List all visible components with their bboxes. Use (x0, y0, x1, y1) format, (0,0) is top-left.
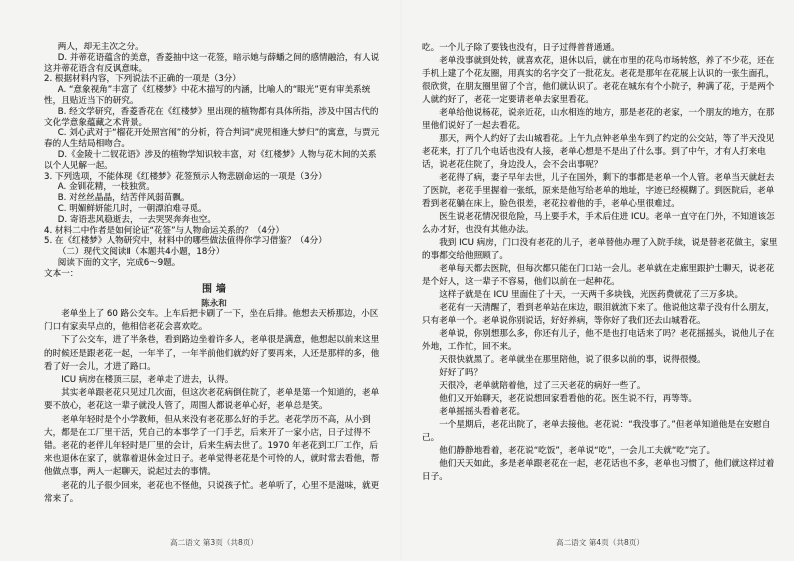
story-paragraph: 天很快就黑了。老单就坐在那里陪他，说了很多以前的事，说得很慢。 (439, 355, 706, 365)
story-text-left (44, 308, 384, 532)
story-paragraph: 老单给他说杨花，说亲近花，山水相连的地方，那是老花的老家，一个朋友的地方，在那里他们说好了一起去看花。 (422, 108, 775, 131)
reading-instruction: 阅读下面的文字，完成6～9题。 (57, 257, 181, 268)
option-b: B. 经文学研究，香菱香花在《红楼梦》里出现的植物都有具体所指，涉及中国古代的文化学意象蕴藏之术背景。 (44, 106, 379, 128)
story-paragraph: 这样子就是在 ICU 里面住了十天，一天两千多块钱，光医药费就花了三万多块。 (439, 290, 744, 300)
question-5: 5. 在《红楼梦》人物研究中，材料中的哪些做法值得你学习借鉴？（4分） (44, 236, 327, 247)
story-paragraph: 老单每天都去医院，但每次都只能在门口站一会儿。老单就在走廊里跟护士聊天，说老花是个好人，这一辈子不容易，他们以前在一起种花。 (422, 264, 775, 287)
story-title: 围 墙 (201, 284, 227, 295)
story-paragraph: 那天，两个人约好了去山城看花。上午九点钟老单坐车到了约定的公交站，等了半天没见老花来，打了几个电话也没有人接，老单心想是不是出了什么事。到了中午，才有人打来电话，说老花住院了，身边没人，会不会出事呢？ (422, 134, 775, 170)
story-paragraph: 他们静静地看着，老花说“吃饭”，老单说“吃”，一会儿工夫就“吃”完了。 (439, 446, 716, 456)
option-d: D. 寄语悲风稳逝去，一去哭哭奔奔也空。 (57, 214, 216, 225)
question-4: 4. 材料二中作者是如何论证“花签”与人物命运关系的？（4分） (44, 225, 285, 236)
story-heading (44, 280, 384, 309)
story-paragraph: 老单年轻时是个小学教师，但从来没有老花那么好的手艺。老花学历不高，从小到大，都是在工厂里干活，凭自己的本事学了一门手艺，后来开了一家小店，日子过得不错。老花的老伴儿年轻时是厂里的会计，后来生病去世了。1970 年老花到工厂工作，后来也退休在家了，就靠着退休金过日子。老单觉得老花是个可怜的人，就时常去看他，帮他做点事，两人一起聊天，说起过去的事情。 (44, 414, 380, 478)
question-2: 2. 根据材料内容，下列说法不正确的一项是（3分） (44, 74, 241, 85)
option-c: C. 刘心武对于“榴花开处照宫闱”的分析，符合判词“虎兕相逢大梦归”的寓意，与贾元春的人生结局相吻合。 (44, 128, 380, 150)
option-a: A. “意象视角”丰富了《红楼梦》中花木描写的内涵，比喻人的“眼光”更有审美系统性，且贴近当下的研究。 (44, 85, 371, 106)
story-paragraph: 天很冷，老单就陪着他，过了三天老花的病好一些了。 (439, 381, 646, 391)
story-paragraph: 老花有一天清醒了，看到老单站在床边，眼泪就流下来了。他说他这辈子没有什么朋友，只有老单一个。老单说你别说话，好好养病，等你好了我们还去山城看花。 (422, 303, 775, 326)
story-paragraph: 好好了吗？ (439, 368, 483, 378)
text-label: 文本一： (44, 268, 79, 279)
story-text-right (422, 42, 778, 532)
option-b: B. 对丝丝晶晶，结苦伴风弱苗飘。 (57, 193, 190, 204)
option-a: A. 金钏花精，一枝独赏。 (57, 182, 155, 193)
story-paragraph: 老花得了病，妻子早年去世，儿子在国外，剩下的事都是老单一个人管。老单当天就赶去了医院，老花手里握着一张纸，原来是他写给老单的地址，字迹已经模糊了。到医院后，老单看到老花躺在床上，脸色很差，老花拉着他的手，老单心里很难过。 (422, 173, 775, 209)
story-paragraph: 一个星期后，老花出院了，老单去接他。老花说：“我没事了。”但老单知道他是在安慰自己。 (422, 420, 771, 443)
option-d: D. 并蒂花语蕴含的美意，香菱抽中这一花签，暗示她与薛蟠之间的感情融洽，有人说这并蒂花语含有反讽意味。 (44, 52, 380, 74)
question-line: 两人，却无主次之分。 (57, 42, 144, 52)
question-3: 3. 下列选项，不能体现《红楼梦》花签预示人物悲剧命运的一项是（3分） (44, 171, 327, 182)
story-paragraph: 老单摇摇头看着老花。 (439, 407, 526, 417)
story-paragraph: 我到 ICU 病房，门口没有老花的儿子，老单替他办理了入院手续，说是替老花做主，家里的事都交给他照顾了。 (422, 238, 778, 261)
story-author: 陈永和 (201, 299, 227, 309)
page-footer-left: 高二语文 第3页（共8页） (169, 538, 258, 547)
story-paragraph: 其实老单跟老花只见过几次面，但这次老花病倒住院了，老单是第一个知道的，老单要不放心，老花这一辈子就没人管了，周围人都说老单心好，老单总是笑。 (44, 388, 380, 412)
questions-block (44, 42, 384, 282)
story-paragraph: ICU 病房在楼顶三层，老单走了进去，认得。 (61, 375, 234, 386)
story-paragraph: 老单没事就到处转，就喜欢花，退休以后，就在市里的花鸟市场转悠，养了不少花，还在手机上建了个花友圈，用真实的名字交了一批花友。老花是那年在花展上认识的一张生面孔，很欣赏，在朋友圈里留了个言，他们就认识了。老花在城东有个小院子，种满了花，于是两个人就约好了，老花一定要请老单去家里看花。 (422, 56, 775, 105)
story-paragraph: 老花的儿子很少回来，老花也不怪他，只说孩子忙。老单听了，心里不是滋味，就更常来了。 (44, 480, 380, 504)
page-footer-right: 高二语文 第4页（共8页） (555, 538, 644, 547)
story-paragraph: 医生说老花情况很危险，马上要手术，手术后住进 ICU。老单一直守在门外，不知道该怎么办才好，也没有其他办法。 (422, 212, 775, 235)
story-paragraph: 老单说，你别想那么多，你还有儿子，他不是也打电话来了吗？老花摇摇头，说他儿子在外地，工作忙，回不来。 (422, 329, 775, 352)
section-heading: （二）现代文阅读Ⅱ（本题共4小题，18分） (57, 247, 225, 258)
story-paragraph: 吃。一个儿子除了要钱也没有，日子过得普普通通。 (422, 43, 620, 53)
story-paragraph: 他们天天如此，多是老单跟老花在一起，老花话也不多，老单也习惯了，他们就这样过着日子。 (422, 459, 775, 482)
story-paragraph: 他们又开始聊天，老花说想回家看看他的花。医生说不行，再等等。 (439, 394, 698, 404)
story-paragraph: 下了公交车，进了半条巷，看到路边坐着许多人，老单很是满意，他想起以前来这里的时候还是跟老花一起，一年半了，一年半前他们就约好了要再来，人还是那样的多，他看了好一会儿，才进了路口。 (44, 335, 380, 372)
story-paragraph: 老单坐上了 60 路公交车。上车后把卡刷了一下，坐在后排。他想去天桥那边，小区门口有家卖早点的，他相信老花会喜欢吃。 (44, 309, 379, 333)
option-d: D.《金陵十二钗花语》涉及的植物学知识较丰富，对《红楼梦》人物与花木间的关系以个人见解一起。 (44, 149, 377, 171)
option-c: C. 明媚鲜妍能几时，一朝漂泊难寻觅。 (57, 203, 207, 214)
